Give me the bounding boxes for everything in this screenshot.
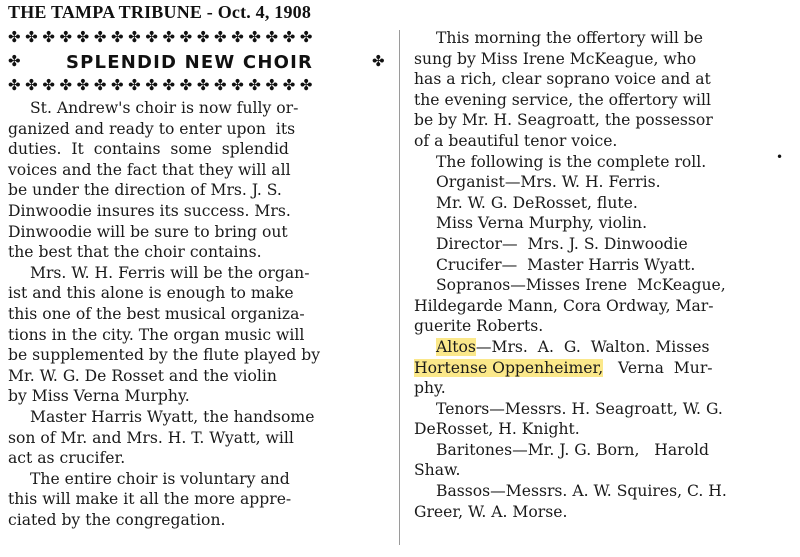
text-line: Hildegarde Mann, Cora Ordway, Mar- (414, 296, 714, 315)
text-line: Organist—Mrs. W. H. Ferris. (436, 173, 661, 192)
text-line: tions in the city. The organ music will (8, 325, 305, 344)
text-line: Director— Mrs. J. S. Dinwoodie (436, 234, 688, 253)
text-line: Crucifer— Master Harris Wyatt. (436, 255, 696, 274)
hortense-line-rest: Verna Mur- (603, 358, 713, 377)
text-line: Mrs. W. H. Ferris will be the organ- (30, 263, 310, 282)
text-line: St. Andrew's choir is now fully or- (30, 99, 299, 117)
column-divider (399, 30, 400, 545)
text-line: sung by Miss Irene McKeague, who (414, 49, 697, 68)
text-line: Dinwoodie will be sure to bring out (8, 222, 288, 241)
text-line: ciated by the congregation. (8, 510, 226, 529)
text-line: phy. (414, 379, 446, 398)
text-line: by Miss Verna Murphy. (8, 387, 190, 406)
text-line: This morning the offertory will be (436, 29, 704, 47)
highlight-altos: Altos (436, 337, 476, 356)
text-line: The entire choir is voluntary and (30, 469, 290, 488)
article-heading: SPLENDID NEW CHOIR (66, 52, 314, 73)
cross-ornament-icon: ✤ (372, 52, 385, 70)
text-line: this one of the best musical organiza- (8, 304, 305, 323)
text-line: ganized and ready to enter upon its (8, 119, 296, 138)
text-line: Greer, W. A. Morse. (414, 502, 568, 521)
ink-speck: • (776, 150, 784, 164)
text-line: Baritones—Mr. J. G. Born, Harold (436, 440, 709, 459)
text-line: duties. It contains some splendid (8, 140, 289, 159)
text-line: Shaw. (414, 461, 461, 480)
right-column (414, 28, 792, 522)
cross-ornament-icon: ✤ (8, 52, 21, 70)
text-line: of a beautiful tenor voice. (414, 131, 618, 150)
text-line: the evening service, the offertory will (414, 90, 711, 109)
ornament-bottom-row: ✤✤✤✤✤✤✤✤✤✤✤✤✤✤✤✤✤✤ (8, 76, 318, 94)
text-line: guerite Roberts. (414, 317, 544, 336)
text-line: Mr. W. G. DeRosset, flute. (436, 193, 638, 212)
text-line: ist and this alone is enough to make (8, 284, 294, 303)
text-line: Dinwoodie insures its success. Mrs. (8, 201, 291, 220)
text-line: act as crucifer. (8, 449, 126, 468)
text-line: Tenors—Messrs. H. Seagroatt, W. G. (436, 399, 723, 418)
hortense-line (414, 358, 792, 379)
altos-line-rest: —Mrs. A. G. Walton. Misses (475, 337, 710, 356)
text-line: be under the direction of Mrs. J. S. (8, 181, 282, 200)
text-line: Sopranos—Misses Irene McKeague, (436, 276, 726, 295)
text-line: The following is the complete roll. (436, 152, 707, 171)
text-line: Mr. W. G. De Rosset and the violin (8, 366, 277, 385)
text-line: Master Harris Wyatt, the handsome (30, 407, 315, 426)
text-line: be by Mr. H. Seagroatt, the possessor (414, 111, 713, 130)
masthead: THE TAMPA TRIBUNE - Oct. 4, 1908 (8, 2, 312, 22)
altos-line (414, 337, 792, 358)
text-line: the best that the choir contains. (8, 243, 262, 262)
text-line: son of Mr. and Mrs. H. T. Wyatt, will (8, 428, 294, 447)
text-line: be supplemented by the flute played by (8, 346, 321, 365)
highlight-hortense: Hortense Oppenheimer, (414, 358, 604, 377)
text-line: DeRosset, H. Knight. (414, 420, 580, 439)
text-line: Miss Verna Murphy, violin. (436, 214, 648, 233)
text-line: Bassos—Messrs. A. W. Squires, C. H. (436, 482, 727, 501)
ornament-top-row: ✤✤✤✤✤✤✤✤✤✤✤✤✤✤✤✤✤✤ (8, 28, 318, 46)
text-line: this will make it all the more appre- (8, 490, 292, 509)
text-line: has a rich, clear soprano voice and at (414, 70, 711, 89)
text-line: voices and the fact that they will all (8, 160, 291, 179)
left-column (8, 98, 386, 530)
